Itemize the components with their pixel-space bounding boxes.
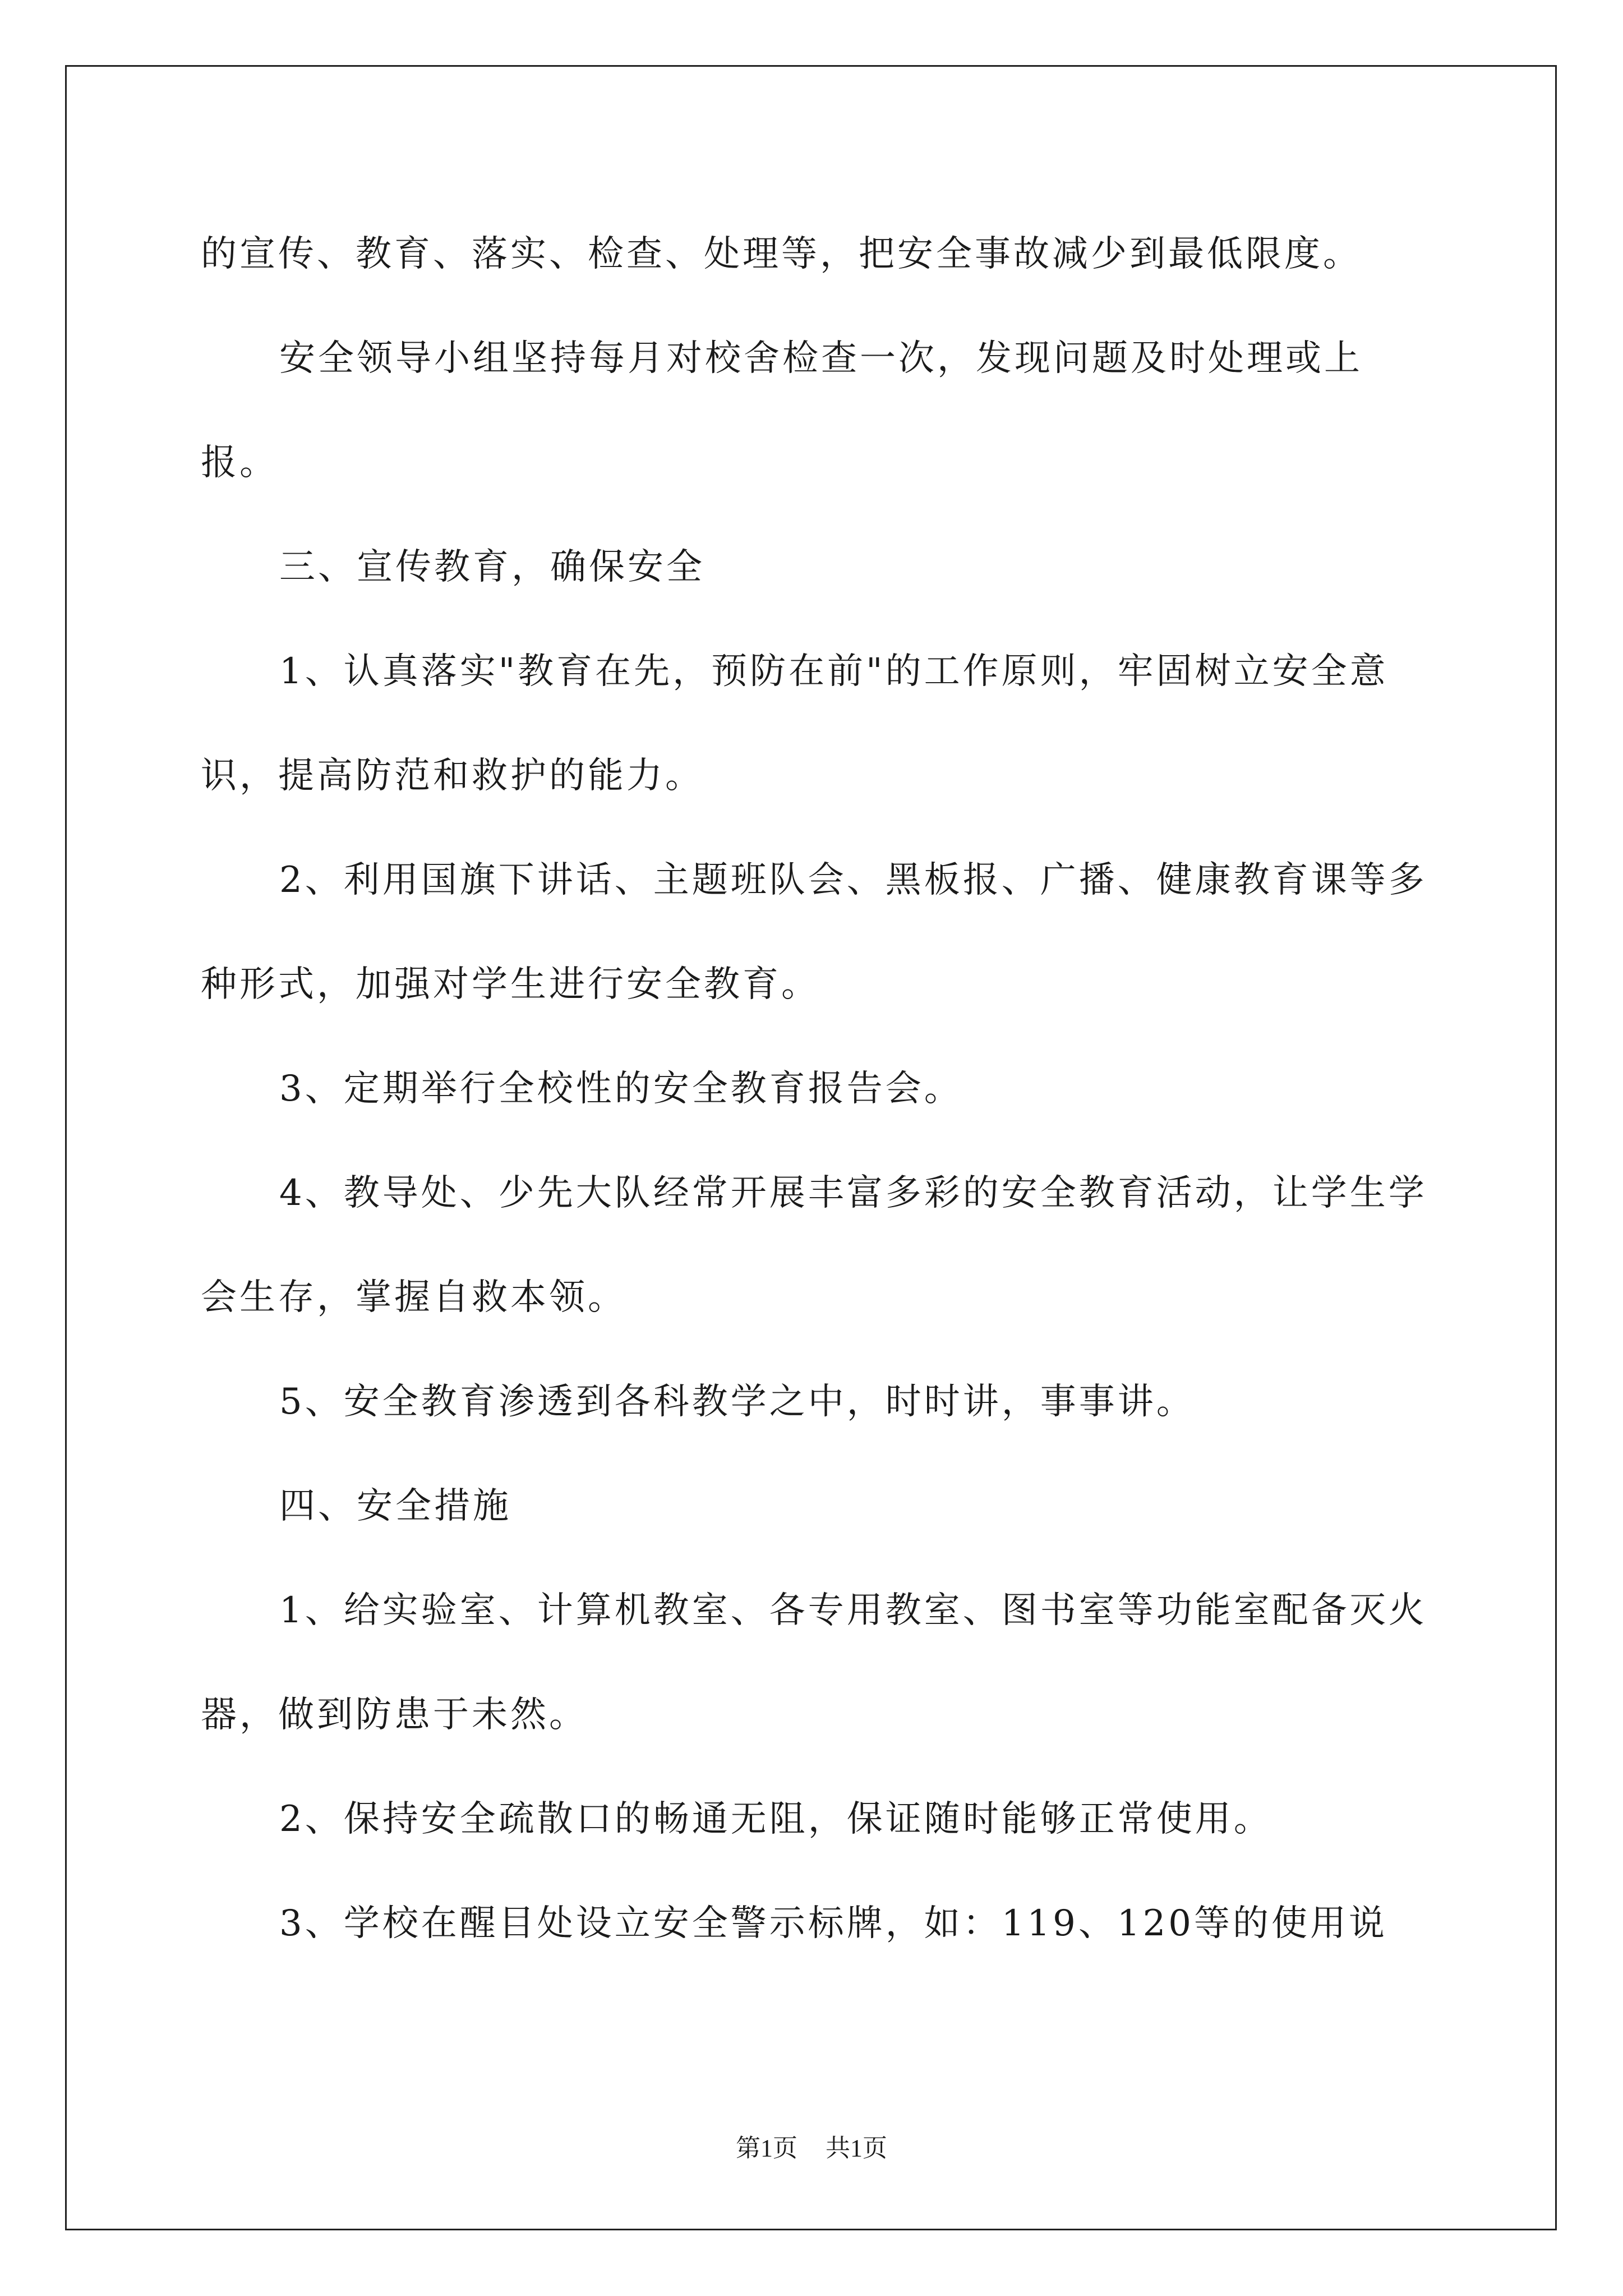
paragraph-12: 3、学校在醒目处设立安全警示标牌，如：119、120等的使用说 xyxy=(279,1903,1388,1944)
page-total: 共1页 xyxy=(826,2134,887,2162)
paragraph-5: 2、利用国旗下讲话、主题班队会、黑板报、广播、健康教育课等多种形式，加强对学生进行安全教育。 xyxy=(201,859,1427,1005)
paragraph-10: 1、给实验室、计算机教室、各专用教室、图书室等功能室配备灭火器，做到防患于未然。 xyxy=(201,1590,1427,1736)
section-heading-3: 三、宣传教育，确保安全 xyxy=(279,546,705,588)
paragraph-11: 2、保持安全疏散口的畅通无阻，保证随时能够正常使用。 xyxy=(279,1798,1272,1840)
paragraph-2: 安全领导小组坚持每月对校舍检查一次，发现问题及时处理或上报。 xyxy=(201,338,1363,484)
paragraph-7: 4、教导处、少先大队经常开展丰富多彩的安全教育活动，让学生学会生存，掌握自救本领。 xyxy=(201,1172,1427,1318)
paragraph-1: 的宣传、教育、落实、检查、处理等，把安全事故减少到最低限度。 xyxy=(201,233,1362,275)
section-heading-4: 四、安全措施 xyxy=(279,1485,511,1527)
document-body xyxy=(201,202,1429,1976)
page-footer xyxy=(0,2132,1623,2165)
paragraph-4: 1、认真落实"教育在先，预防在前"的工作原则，牢固树立安全意识，提高防范和救护的能力。 xyxy=(201,651,1389,797)
paragraph-6: 3、定期举行全校性的安全教育报告会。 xyxy=(279,1068,963,1110)
paragraph-8: 5、安全教育渗透到各科教学之中，时时讲，事事讲。 xyxy=(279,1381,1195,1423)
page-number: 第1页 xyxy=(736,2134,797,2162)
